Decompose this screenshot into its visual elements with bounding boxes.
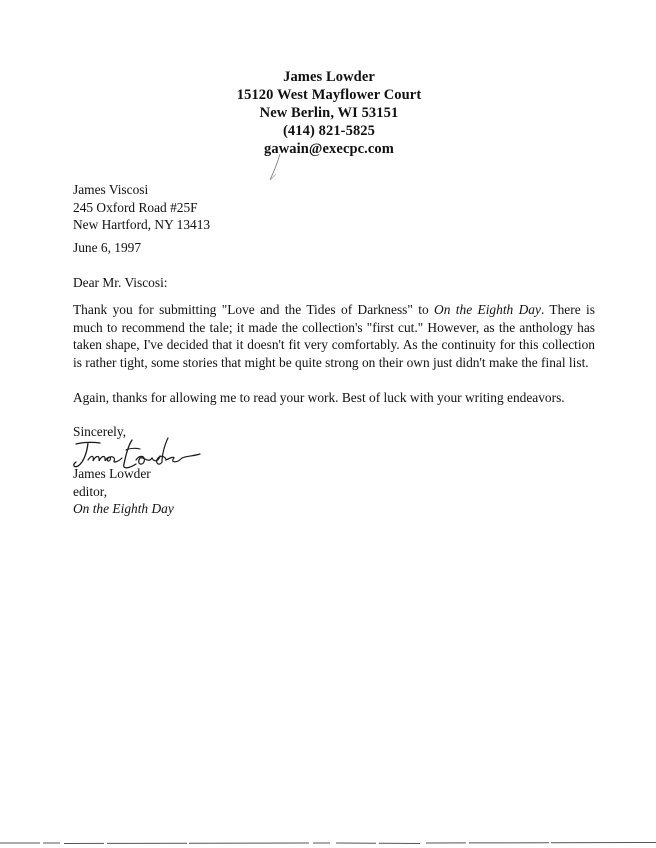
signer-title-book: On the Eighth Day xyxy=(73,501,174,516)
closing: Sincerely, xyxy=(73,424,127,439)
salutation: Dear Mr. Viscosi: xyxy=(73,275,168,290)
signer-name: James Lowder xyxy=(73,466,151,481)
letter-date: June 6, 1997 xyxy=(73,240,142,255)
body-paragraph-1 xyxy=(73,301,595,371)
sender-phone: (414) 821-5825 xyxy=(282,123,375,139)
recipient-city: New Hartford, NY 13413 xyxy=(73,217,211,232)
paragraph1-text-start: Thank you for submitting "Love and the Tides of Darkness" to xyxy=(73,302,435,317)
anthology-title: On the Eighth Day xyxy=(434,302,541,317)
signature-block xyxy=(73,465,174,518)
signer-title-prefix: editor, xyxy=(73,483,108,499)
recipient-name: James Viscosi xyxy=(73,182,149,197)
sender-name: James Lowder xyxy=(283,69,375,85)
paragraph1-text-end: . There is much to recommend the tale; it made the collection's "first cut." However, as the anthology has taken shape, I've decided that it doesn't fit very comfortably. As the continuity for this collection is rather tight, some stories that might be quite strong on their own just didn't make the final list. xyxy=(73,302,595,370)
recipient-street: 245 Oxford Road #25F xyxy=(73,199,198,215)
sender-street: 15120 West Mayflower Court xyxy=(236,87,422,103)
sender-city: New Berlin, WI 53151 xyxy=(259,105,399,121)
sender-email: gawain@execpc.com xyxy=(264,141,394,157)
signer-title xyxy=(73,483,174,518)
scan-edge-line xyxy=(0,840,656,848)
recipient-address xyxy=(73,181,210,234)
pen-stroke-mark xyxy=(266,152,286,182)
body-paragraph-2: Again, thanks for allowing me to read your work. Best of luck with your writing endeavors. xyxy=(73,390,565,405)
letterhead xyxy=(0,68,656,158)
